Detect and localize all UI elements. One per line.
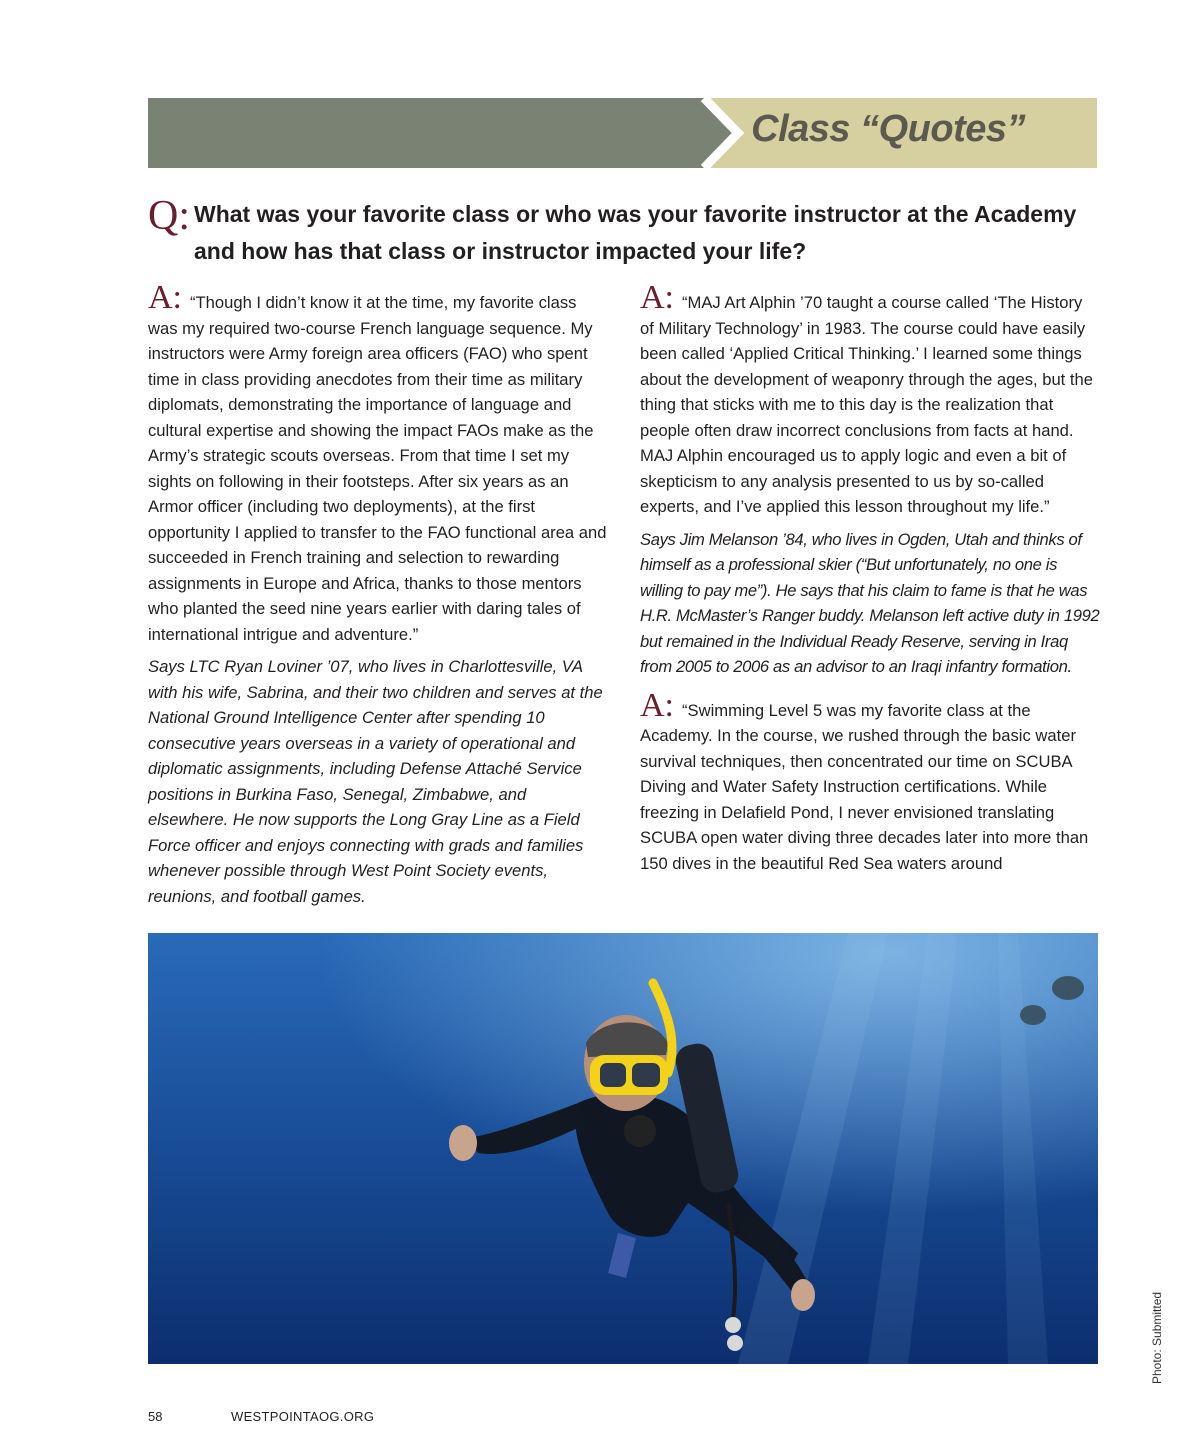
- answer-2-quote: [640, 279, 1100, 520]
- answer-quote-text: “MAJ Art Alphin ’70 taught a course called ‘The History of Military Technology’ in 1983. The course could have easily been called ‘Applied Critical Thinking.’ I learned some things about the development of weaponry through the ages, but the thing that sticks with me to this day is the realization that people often draw incorrect conclusions from facts at hand. MAJ Alphin encouraged us to apply logic and even a bit of skepticism to any analysis presented to us by so-called experts, and I’ve applied this lesson throughout my life.”: [640, 293, 1093, 516]
- answer-column-left: [148, 279, 608, 909]
- question-text: What was your favorite class or who was your favorite instructor at the Academy and how has that class or instructor impacted your life?: [194, 201, 1077, 264]
- question-letter: Q:: [148, 193, 190, 239]
- answer-letter: A:: [148, 279, 182, 316]
- scuba-diver-photo: [148, 933, 1098, 1364]
- answer-letter: A:: [640, 279, 674, 316]
- photo-credit: Photo: Submitted: [1150, 1291, 1164, 1384]
- answer-spacer: [640, 680, 1100, 696]
- section-banner: [148, 98, 1097, 168]
- answer-2-attribution: Says Jim Melanson ’84, who lives in Ogden, Utah and thinks of himself as a professional skier (“But unfortunately, no one is willing to pay me”). He says that his claim to fame is that he was H.R. McMaster’s Ranger buddy. Melanson left active duty in 1992 but remained in the Individual Ready Reserve, serving in Iraq from 2005 to 2006 as an advisor to an Iraqi infantry formation.: [640, 529, 1100, 676]
- answer-1-quote: [148, 279, 608, 647]
- footer-website: WESTPOINTAOG.ORG: [231, 1409, 375, 1424]
- answer-quote-text: “Swimming Level 5 was my favorite class at the Academy. In the course, we rushed through the basic water survival techniques, then concentrated our time on SCUBA Diving and Water Safety Instruction certifications. While freezing in Delafield Pond, I never envisioned translating SCUBA open water diving three decades later into more than 150 dives in the beautiful Red Sea waters around: [640, 700, 1089, 873]
- answer-1-attribution: Says LTC Ryan Loviner ’07, who lives in Charlottesville, VA with his wife, Sabrina, and their two children and serves at the National Ground Intelligence Center after spending 10 consecutive years overseas in a variety of operational and diplomatic assignments, including Defense Attaché Service positions in Burkina Faso, Senegal, Zimbabwe, and elsewhere. He now supports the Long Gray Line as a Field Force officer and enjoys connecting with grads and families whenever possible through West Point Society events, reunions, and football games.: [148, 657, 603, 906]
- question-block: [148, 193, 1098, 270]
- answer-quote-text: “Though I didn’t know it at the time, my favorite class was my required two-course French language sequence. My instructors were Army foreign area officers (FAO) who spent time in class providing anecdotes from their time as military diplomats, demonstrating the importance of language and cultural expertise and showing the impact FAOs make as the Army’s strategic scouts overseas. From that time I set my sights on following in their footsteps. After six years as an Armor officer (including two deployments), at the first opportunity I applied to transfer to the FAO functional area and succeeded in French training and selection to rewarding assignments in Europe and Africa, thanks to those mentors who planted the seed nine years earlier with daring tales of international intrigue and adventure.”: [148, 293, 607, 644]
- answer-column-right: [640, 279, 1100, 876]
- answer-3-quote: [640, 686, 1100, 877]
- answer-letter: A:: [640, 686, 674, 724]
- page-number: 58: [148, 1409, 163, 1424]
- underwater-scene-graphic: [148, 933, 1098, 1364]
- banner-title: Class “Quotes”: [751, 108, 1025, 150]
